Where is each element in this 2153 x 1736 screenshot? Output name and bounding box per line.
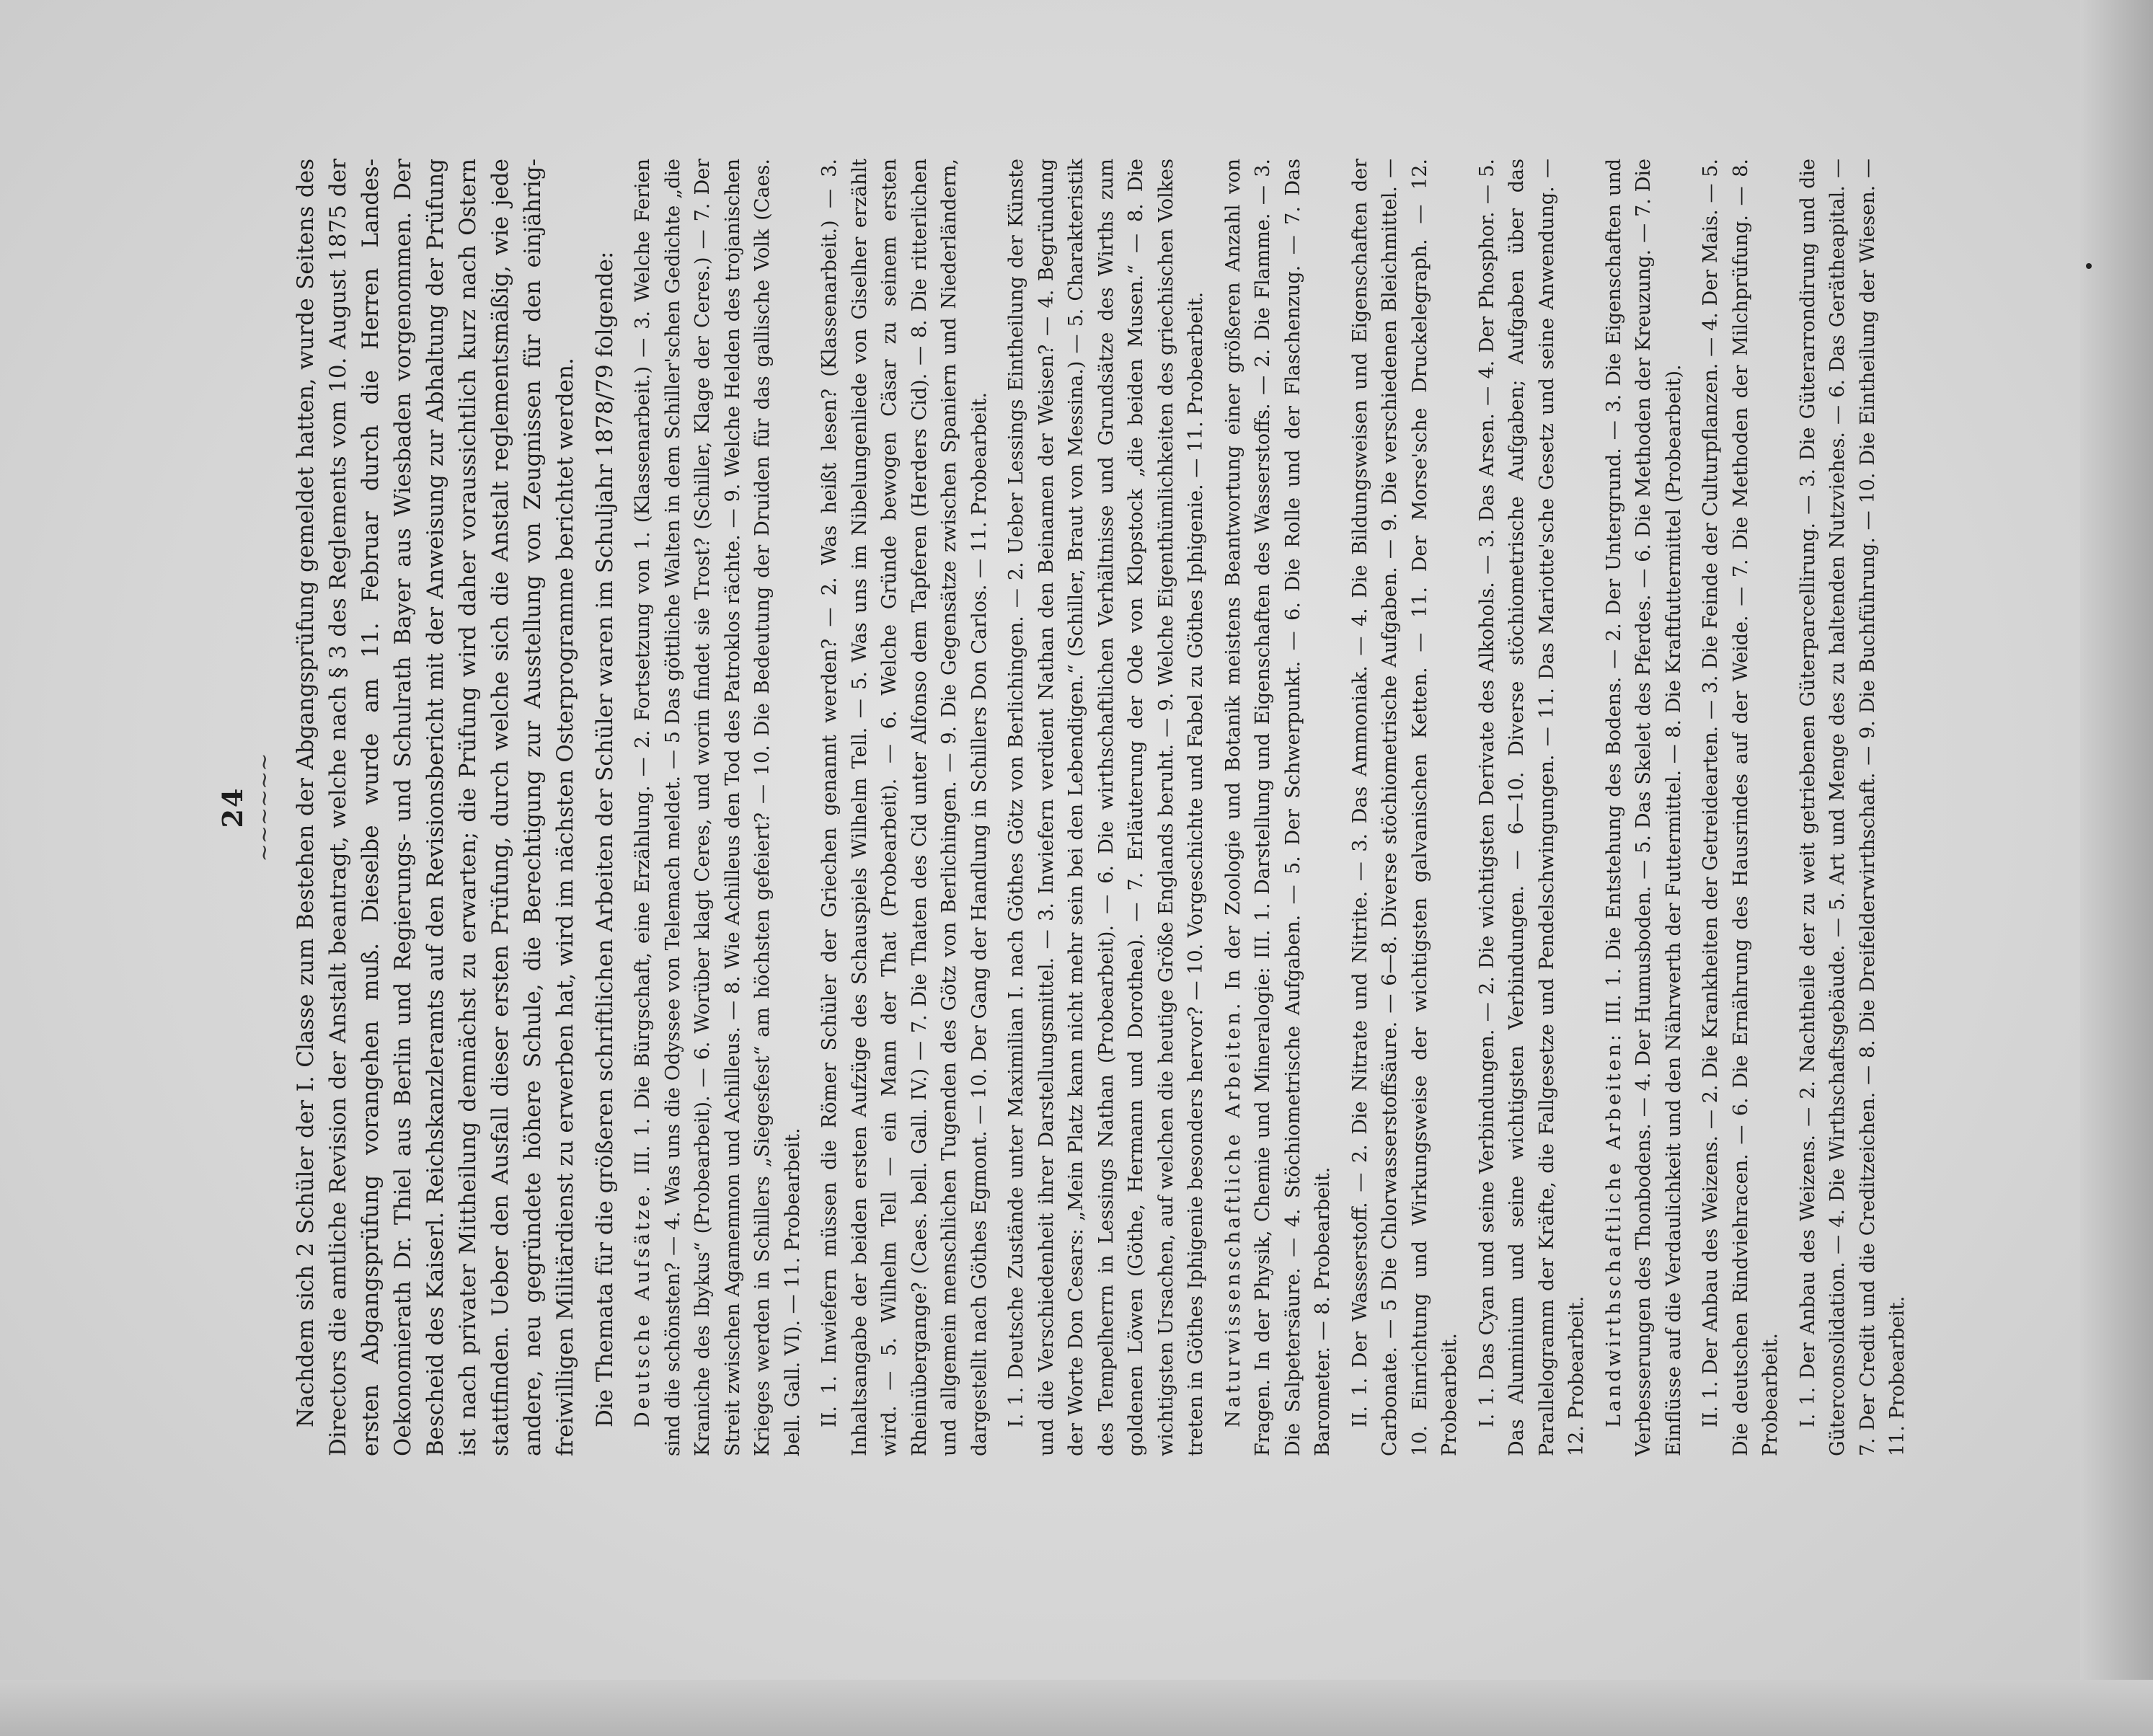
intro-paragraph: Nachdem sich 2 Schüler der I. Classe zum Bestehen der Abgangsprüfung gemeldet hatten, wurde Seitens des Directors die amtliche Revision der Anstalt beantragt, welche nach § 3 des Reglements vom 10. August 1875 der ersten Abgangsprüfung vorangehen muß. Dieselbe wurde am 11. Februar durch die Herren Landes-Oekonomierath Dr. Thiel aus Berlin und Regierungs- und Schulrath Bayer aus Wiesbaden vorgenommen. Der Bescheid des Kaiserl. Reichskanzleramts auf den Revisionsbericht mit der Anweisung zur Abhaltung der Prüfung ist nach privater Mittheilung demnächst zu erwarten; die Prüfung wird daher voraussichtlich kurz nach Ostern stattfinden. Ueber den Ausfall dieser ersten Prüfung, durch welche sich die Anstalt reglementsmäßig, wie jede andere, neu gegründete höhere Schule, die Berechtigung zur Ausstellung von Zeugnissen für den einjährig-freiwilligen Militärdienst zu erwerben hat, wird im nächsten Osterprogramme berichtet werden.: [293, 159, 578, 1456]
agri-III-text: III. 1. Die Entstehung des Bodens. — 2. Der Untergrund. — 3. Die Eigenschaften und Verbesserungen des Thonbodens. — 4. Der Humusboden. — 5. Das Skelet des Pferdes. — 6. Die Methoden der Kreuzung. — 7. Die Einflüsse auf die Verdaulichkeit und den Nährwerth der Futtermittel. — 8. Die Kraftfuttermittel (Probearbeit).: [1602, 159, 1685, 1456]
rotated-text-block: [216, 159, 1940, 1456]
agri-class-III: [1599, 159, 1689, 1456]
german-III-text: III. 1. Die Bürgschaft, eine Erzählung. — 2. Fortsetzung von 1. (Klassenarbeit.) — 3. Welche Ferien sind die schönsten? — 4. Was uns die Odyssee von Telemach meldet. — 5 Das göttliche Walten in dem Schiller'schen Gedichte „die Kraniche des Ibykus“ (Probearbeit). — 6. Worüber klagt Ceres, und worin findet sie Trost? (Schiller, Klage der Ceres.) — 7. Der Streit zwischen Agamemnon und Achilleus. — 8. Wie Achilleus den Tod des Patroklos rächte. — 9. Welche Helden des trojanischen Krieges werden in Schillers „Siegesfest“ am höchsten gefeiert? — 10. Die Bedeutung der Druiden für das gallische Volk (Caes. bell. Gall. VI). — 11. Probearbeit.: [632, 158, 804, 1456]
themata-heading: Die Themata für die größeren schriftlichen Arbeiten der Schüler waren im Schuljahr 1878/79 folgende:: [592, 251, 618, 1427]
science-class-II: II. 1. Der Wasserstoff. — 2. Die Nitrate und Nitrite. — 3. Das Ammoniak. — 4. Die Bildungsweisen und Eigenschaften der Carbonate. — 5 Die Chlorwasserstoffsäure. — 6—8. Diverse stöchiometrische Aufgaben. — 9. Die verschiedenen Bleichmittel. — 10. Einrichtung und Wirkungsweise der wichtigsten galvanischen Ketten. — 11. Der Morse'sche Druckelegraph. — 12. Probearbeit.: [1348, 159, 1461, 1456]
page-edge-shadow: [2080, 0, 2153, 1736]
agri-class-I: I. 1. Der Anbau des Weizens. — 2. Nachtheile der zu weit getriebenen Güterparcellirung. — 3. Die Güterarrondirung und die Güterconsolidation. — 4. Die Wirthschaftsgebäude. — 5. Art und Menge des zu haltenden Nutzviehes. — 6. Das Gerätheapital. — 7. Der Credit und die Creditzeichen. — 8. Die Dreifelderwirthschaft. — 9. Die Buchführung. — 10. Die Eintheilung der Wiesen. — 11. Probearbeit.: [1796, 159, 1909, 1456]
ink-speck: [2086, 263, 2092, 269]
science-label: Naturwissenschaftliche Arbeiten.: [1221, 1000, 1245, 1427]
german-class-II: II. 1. Inwiefern müssen die Römer Schüler der Griechen genannt werden? — 2. Was heißt lesen? (Klassenarbeit.) — 3. Inhaltsangabe der beiden ersten Aufzüge des Schauspiels Wilhelm Tell. — 5. Was uns im Nibelungenliede von Giselher erzählt wird. — 5. Wilhelm Tell — ein Mann der That (Probearbeit). — 6. Welche Gründe bewogen Cäsar zu seinem ersten Rheinübergange? (Caes. bell. Gall. IV.) — 7. Die Thaten des Cid unter Alfonso dem Tapferen (Herders Cid). — 8. Die ritterlichen und allgemein menschlichen Tugenden des Götz von Berlichingen. — 9. Die Gegensätze zwischen Spaniern und Niederländern, dargestellt nach Göthes Egmont. — 10. Der Gang der Handlung in Schillers Don Carlos. — 11. Probearbeit.: [818, 159, 991, 1456]
science-intro: [1219, 159, 1338, 1456]
german-class-I: I. 1. Deutsche Zustände unter Maximilian I. nach Göthes Götz von Berlichingen. — 2. Ueber Lessings Eintheilung der Künste und die Verschiedenheit ihrer Darstellungsmittel. — 3. Inwiefern verdient Nathan den Beinamen der Weisen? — 4. Begründung der Worte Don Cesars: „Mein Platz kann nicht mehr sein bei den Lebendigen.“ (Schiller, Braut von Messina.) — 5. Charakteristik des Tempelherrn in Lessings Nathan (Probearbeit). — 6. Die wirthschaftlichen Verhältnisse und Grundsätze des Wirths zum goldenen Löwen (Göthe, Hermann und Dorothea). — 7. Erläuterung der Ode von Klopstock „die beiden Musen.“ — 8. Die wichtigsten Ursachen, auf welchen die heutige Größe Englands beruht. — 9. Welche Eigenthümlichkeiten des griechischen Volkes treten in Göthes Iphigenie besonders hervor? — 10. Vorgeschichte und Fabel zu Göthes Iphigenie. — 11. Probearbeit.: [1005, 159, 1207, 1456]
page-bottom-shadow: [0, 1680, 2153, 1736]
ornament-rule: ~~~~~~: [252, 753, 277, 862]
science-class-I: I. 1. Das Cyan und seine Verbindungen. — 2. Die wichtigsten Derivate des Alkohols. — 3. Das Arsen. — 4. Der Phosphor. — 5. Das Aluminium und seine wichtigsten Verbindungen. — 6—10. Diverse stöchiometrische Aufgaben; Aufgaben über das Parallelogramm der Kräfte, die Fallgesetze und Pendelschwingungen. — 11. Das Mariotte'sche Gesetz und seine Anwendung. — 12. Probearbeit.: [1475, 159, 1588, 1456]
page-number: 24: [216, 787, 249, 828]
science-intro-text: In der Zoologie und Botanik meistens Beantwortung einer größeren Anzahl von Fragen. In der Physik, Chemie und Mineralogie: III. 1. Darstellung und Eigenschaften des Wasserstoffs. — 2. Die Flamme. — 3. Die Salpetersäure. — 4. Stöchiometrische Aufgaben. — 5. Der Schwerpunkt. — 6. Die Rolle und der Flaschenzug. — 7. Das Barometer. — 8. Probearbeit.: [1221, 159, 1334, 1456]
page-content: [216, 159, 1940, 1456]
german-label: Deutsche Aufsätze.: [632, 1183, 654, 1427]
german-class-III: [628, 159, 808, 1456]
agri-class-II: II. 1. Der Anbau des Weizens. — 2. Die Krankheiten der Getreidearten. — 3. Die Feinde der Culturpflanzen. — 4. Der Mais. — 5. Die deutschen Rindviehracen. — 6. Die Ernährung des Hausrindes auf der Weide. — 7. Die Methoden der Milchprüfung. — 8. Probearbeit.: [1699, 159, 1782, 1456]
agri-label: Landwirthschaftliche Arbeiten:: [1602, 1031, 1625, 1427]
